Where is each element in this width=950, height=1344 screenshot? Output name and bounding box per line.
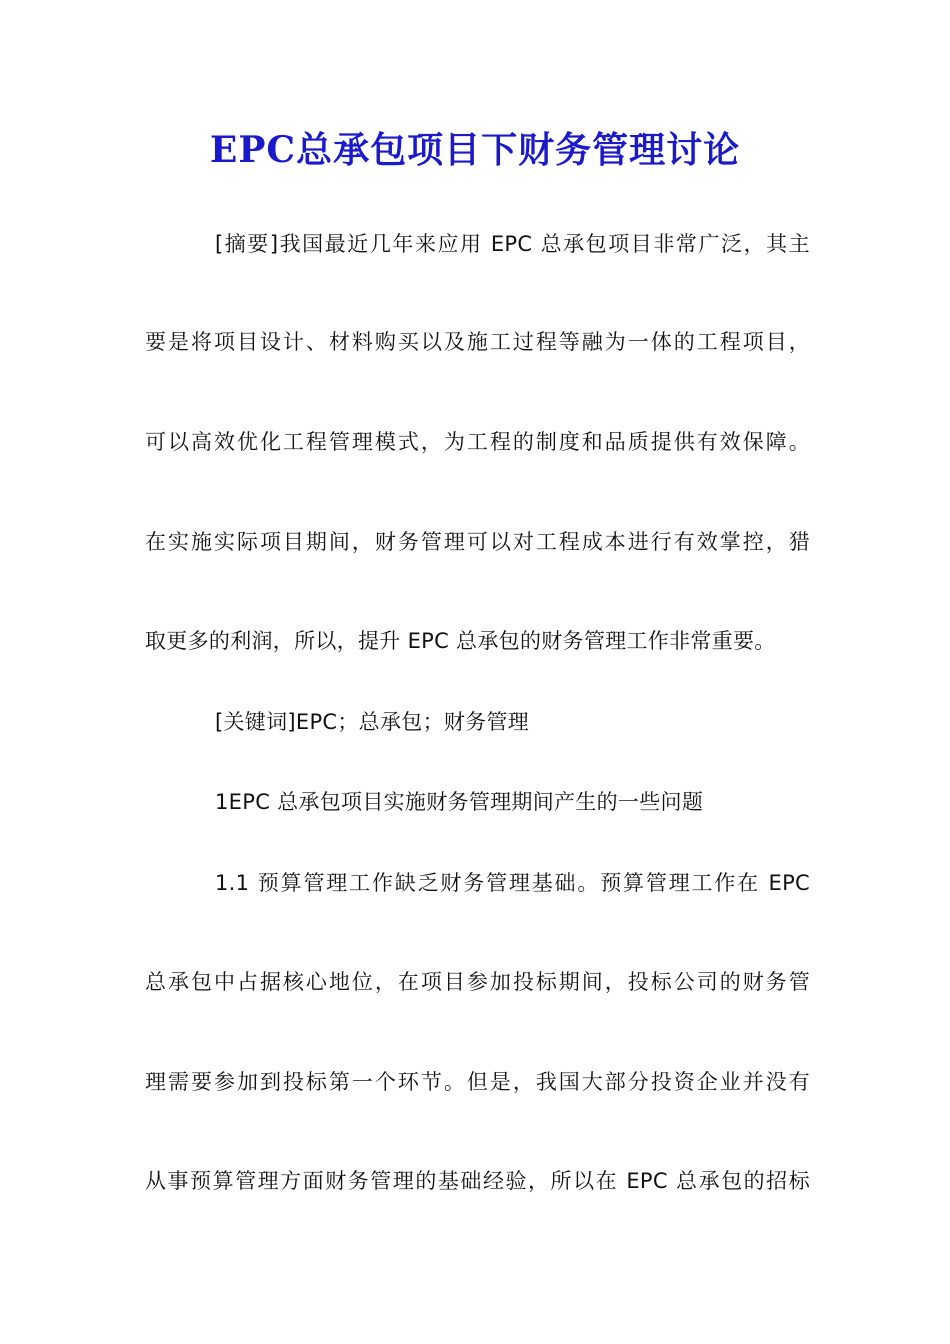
section-1-1-line-2: 总承包中占据核心地位，在项目参加投标期间，投标公司的财务管	[145, 970, 810, 994]
abstract-line-4: 在实施实际项目期间，财务管理可以对工程成本进行有效掌控，猎	[145, 530, 810, 554]
abstract-line-2: 要是将项目设计、材料购买以及施工过程等融为一体的工程项目，	[145, 330, 810, 354]
section-1-1-line-1: 1.1 预算管理工作缺乏财务管理基础。预算管理工作在 EPC	[215, 871, 810, 895]
section-1-1-line-4: 从事预算管理方面财务管理的基础经验，所以在 EPC 总承包的招标	[145, 1169, 810, 1193]
abstract-line-3: 可以高效优化工程管理模式，为工程的制度和品质提供有效保障。	[145, 430, 810, 454]
section-1-1-line-3: 理需要参加到投标第一个环节。但是，我国大部分投资企业并没有	[145, 1070, 810, 1094]
abstract-line-5: 取更多的利润，所以，提升 EPC 总承包的财务管理工作非常重要。	[145, 629, 776, 653]
keywords-line: [关键词]EPC；总承包；财务管理	[215, 710, 530, 734]
document-title: EPC总承包项目下财务管理讨论	[209, 129, 741, 171]
section-heading: 1EPC 总承包项目实施财务管理期间产生的一些问题	[215, 790, 704, 814]
abstract-line-1: [摘要]我国最近几年来应用 EPC 总承包项目非常广泛，其主	[215, 232, 810, 256]
